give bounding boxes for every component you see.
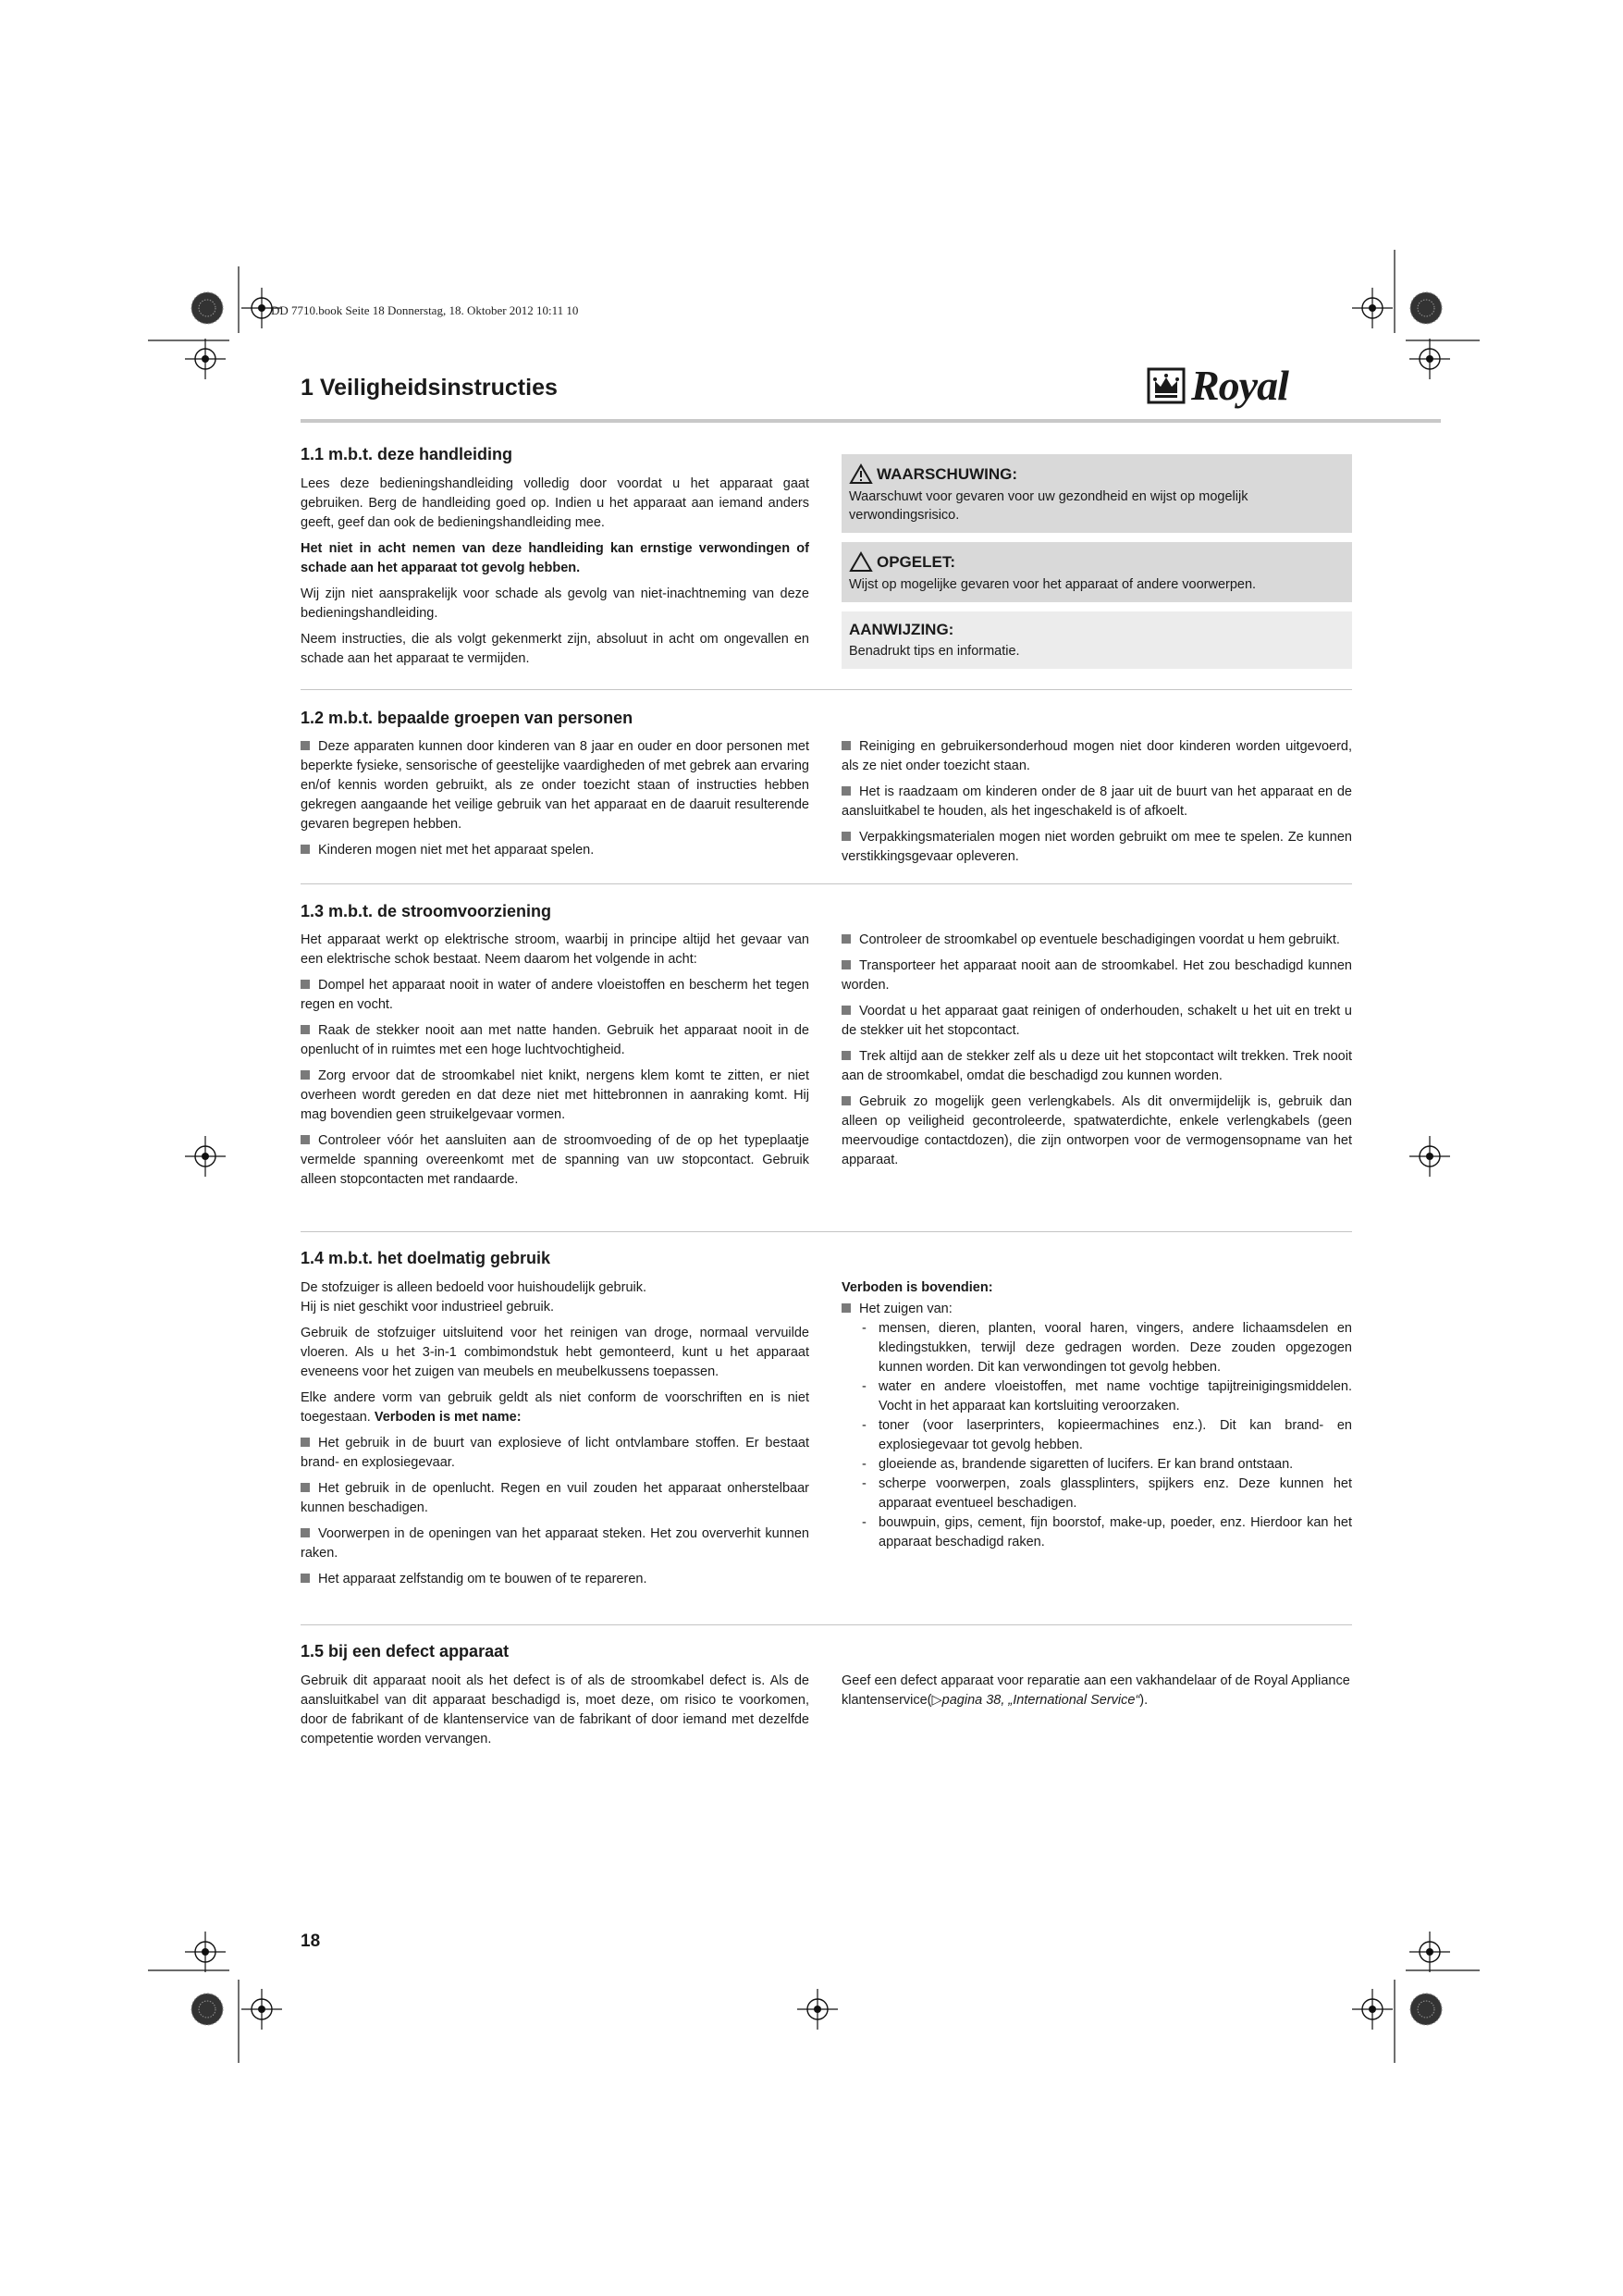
square-bullet-icon — [842, 832, 851, 841]
list-item: Transporteer het apparaat nooit aan de stroomkabel. Het zou beschadigd kunnen worden. — [842, 958, 1352, 993]
section-1-3-left — [301, 931, 809, 1196]
subheading: Verboden is bovendien: — [842, 1280, 993, 1295]
caution-triangle-icon — [849, 551, 873, 573]
square-bullet-icon — [842, 1303, 851, 1313]
note-text: Benadrukt tips en informatie. — [849, 644, 1020, 659]
header-rule — [301, 419, 1441, 423]
list-item: - gloeiende as, brandende sigaretten of lucifers. Er kan brand ontstaan. — [862, 1457, 1294, 1472]
list-item: Raak de stekker nooit aan met natte handen. Gebruik het apparaat nooit in de openlucht of in ruimtes met een hoge luchtvochtigheid. — [301, 1023, 809, 1057]
divider — [301, 1624, 1352, 1625]
caution-text: Wijst op mogelijke gevaren voor het apparaat of andere voorwerpen. — [849, 577, 1257, 592]
warning-triangle-icon — [849, 463, 873, 485]
section-1-2-right — [842, 737, 1352, 873]
list-item: Reiniging en gebruikersonderhoud mogen niet door kinderen worden uitgevoerd, als ze niet onder toezicht staan. — [842, 739, 1352, 773]
square-bullet-icon — [301, 1528, 310, 1537]
square-bullet-icon — [301, 1483, 310, 1492]
paragraph: Hij is niet geschikt voor industrieel gebruik. — [301, 1300, 555, 1315]
section-1-5-title: 1.5 bij een defect apparaat — [301, 1642, 510, 1660]
paragraph: Het apparaat werkt op elektrische stroom, waarbij in principe altijd het gevaar van een elektrische schok bestaat. Neem daarom het volgende in acht: — [301, 932, 809, 967]
section-1-5-right — [842, 1672, 1352, 1717]
warning-label: WAARSCHUWING: — [877, 464, 1018, 483]
square-bullet-icon — [301, 1070, 310, 1080]
paragraph: Lees deze bedieningshandleiding volledig door voordat u het apparaat gaat gebruiken. Berg de handleiding goed op. Indien u het apparaat aan iemand anders geeft, geef dan ook de bedieningshandleiding mee. — [301, 476, 809, 530]
warning-title — [849, 463, 1345, 485]
section-1-2-left — [301, 737, 809, 867]
paragraph: Gebruik de stofzuiger uitsluitend voor het reinigen van droge, normaal vervuilde vloeren. Als u het 3-in-1 combimondstuk hebt gemonteerd, kunt u het apparaat eveneens voor het zuigen van meubels en meubelkussens toepassen. — [301, 1326, 809, 1379]
square-bullet-icon — [301, 1574, 310, 1583]
list-item: Controleer vóór het aansluiten aan de stroomvoeding of de op het typeplaatje vermelde spanning overeenkomt met de spanning van uw stopcontact. Gebruik alleen stopcontacten met randaarde. — [301, 1133, 809, 1187]
list-item: - toner (voor laserprinters, kopieermachines enz.). Dit kan brand- en explosiegevaar tot gevolg hebben. — [862, 1418, 1352, 1452]
list-item: Deze apparaten kunnen door kinderen van 8 jaar en ouder en door personen met beperkte fysieke, sensorische of geestelijke vaardigheden of met gebrek aan ervaring en/of kennis worden gebruikt, als ze onder toezicht staan of instructies hebben gekregen aangaande het veilige gebruik van het apparaat en de daaruit resulterende gevaren begrepen hebben. — [301, 739, 809, 832]
notices — [842, 454, 1352, 669]
divider — [301, 1231, 1352, 1232]
paragraph: Geef een defect apparaat voor reparatie aan een vakhandelaar of de Royal Appliance klantenservice(▷pagina 38, „International Service“). — [842, 1673, 1350, 1708]
list-item: - scherpe voorwerpen, zoals glassplinters, spijkers enz. Deze kunnen het apparaat eventueel beschadigen. — [862, 1476, 1352, 1511]
divider — [301, 689, 1352, 690]
warning-box — [842, 454, 1352, 533]
page-ref-arrow-icon: ▷ — [931, 1693, 942, 1708]
square-bullet-icon — [842, 741, 851, 750]
paragraph: Gebruik dit apparaat nooit als het defect is of als de stroomkabel defect is. Als de aansluitkabel van dit apparaat beschadigd is, moet deze, om risico te voorkomen, door de fabrikant of de klantenservice van de fabrikant of door iemand met dezelfde competentie worden vervangen. — [301, 1673, 809, 1747]
list-item: Dompel het apparaat nooit in water of andere vloeistoffen en bescherm het tegen regen en vocht. — [301, 978, 809, 1012]
list-item: - mensen, dieren, planten, vooral haren, vingers, andere lichaamsdelen en kledingstukken, terwijl deze gedragen worden. Deze zouden opgezogen kunnen worden. Dit kan verwondingen tot gevolg hebben. — [862, 1321, 1352, 1375]
note-box — [842, 611, 1352, 669]
brand-wordmark: Royal — [1191, 362, 1288, 409]
square-bullet-icon — [301, 845, 310, 854]
square-bullet-icon — [301, 1135, 310, 1144]
note-title: AANWIJZING: — [849, 621, 954, 638]
section-1-4-left — [301, 1278, 809, 1596]
paragraph: Neem instructies, die als volgt gekenmerkt zijn, absoluut in acht om ongevallen en schade aan het apparaat te vermijden. — [301, 632, 809, 666]
dash-list — [862, 1319, 1352, 1552]
list-item: Trek altijd aan de stekker zelf als u deze uit het stopcontact wilt trekken. Trek nooit aan de stroomkabel, omdat die beschadigd zou kunnen worden. — [842, 1049, 1352, 1083]
section-1-4-title: 1.4 m.b.t. het doelmatig gebruik — [301, 1249, 551, 1267]
royal-logo — [1147, 361, 1288, 410]
book-header: DD 7710.book Seite 18 Donnerstag, 18. Oktober 2012 10:11 10 — [271, 303, 579, 317]
page-title: 1 Veiligheidsinstructies — [301, 375, 558, 401]
list-item: - bouwpuin, gips, cement, fijn boorstof, make-up, poeder, enz. Hierdoor kan het apparaat beschadigd raken. — [862, 1515, 1352, 1549]
caution-title — [849, 551, 1345, 573]
list-item: Controleer de stroomkabel op eventuele beschadigingen voordat u hem gebruikt. — [842, 931, 1352, 950]
paragraph-bold: Het niet in acht nemen van deze handleiding kan ernstige verwondingen of schade aan het apparaat tot gevolg hebben. — [301, 541, 809, 575]
list-item: Het zuigen van: — [842, 1300, 1352, 1319]
square-bullet-icon — [842, 1096, 851, 1105]
square-bullet-icon — [842, 960, 851, 969]
square-bullet-icon — [301, 980, 310, 989]
list-item: Het apparaat zelfstandig om te bouwen of te repareren. — [301, 1570, 809, 1589]
section-1-1-title: 1.1 m.b.t. deze handleiding — [301, 445, 513, 463]
square-bullet-icon — [842, 1006, 851, 1015]
section-1-3-title: 1.3 m.b.t. de stroomvoorziening — [301, 902, 552, 920]
crown-icon — [1147, 367, 1186, 404]
paragraph: De stofzuiger is alleen bedoeld voor huishoudelijk gebruik. — [301, 1280, 647, 1295]
list-item: Voorwerpen in de openingen van het apparaat steken. Het zou oververhit kunnen raken. — [301, 1526, 809, 1561]
list-item: Verpakkingsmaterialen mogen niet worden gebruikt om mee te spelen. Ze kunnen verstikkingsgevaar opleveren. — [842, 830, 1352, 864]
page-reference-link[interactable]: pagina 38, „International Service“ — [941, 1693, 1140, 1708]
list-item: Het gebruik in de openlucht. Regen en vuil zouden het apparaat onherstelbaar kunnen beschadigen. — [301, 1481, 809, 1515]
paragraph: Wij zijn niet aansprakelijk voor schade als gevolg van niet-inachtneming van deze bedieningshandleiding. — [301, 586, 809, 621]
list-item: Kinderen mogen niet met het apparaat spelen. — [301, 841, 809, 860]
divider — [301, 883, 1352, 884]
section-1-5-left — [301, 1672, 809, 1756]
section-1-3-right — [842, 931, 1352, 1177]
list-item: Gebruik zo mogelijk geen verlengkabels. Als dit onvermijdelijk is, gebruik dan alleen op veiligheid gecontroleerde, spatwaterdichte, enkele verlengkabels (geen meervoudige contactdozen), die zijn ontworpen voor de vermogensopname van het apparaat. — [842, 1094, 1352, 1167]
list-item: Voordat u het apparaat gaat reinigen of onderhouden, schakelt u het uit en trekt u de stekker uit het stopcontact. — [842, 1004, 1352, 1038]
square-bullet-icon — [301, 1025, 310, 1034]
page-number: 18 — [301, 1932, 321, 1951]
square-bullet-icon — [842, 786, 851, 796]
list-item: - water en andere vloeistoffen, met name vochtige tapijtreinigingsmiddelen. Vocht in het apparaat kan kortsluiting veroorzaken. — [862, 1379, 1352, 1413]
square-bullet-icon — [301, 741, 310, 750]
list-item: Zorg ervoor dat de stroomkabel niet knikt, nergens klem komt te zitten, er niet overheen wordt gereden en dat deze niet met hittebronnen in aanraking komt. Hij mag bovendien geen struikelgevaar vormen. — [301, 1068, 809, 1122]
square-bullet-icon — [301, 1438, 310, 1447]
section-1-2-title: 1.2 m.b.t. bepaalde groepen van personen — [301, 709, 633, 727]
list-item: Het gebruik in de buurt van explosieve of licht ontvlambare stoffen. Er bestaat brand- en explosiegevaar. — [301, 1436, 809, 1470]
warning-text: Waarschuwt voor gevaren voor uw gezondheid en wijst op mogelijk verwondingsrisico. — [849, 489, 1248, 523]
paragraph: Elke andere vorm van gebruik geldt als niet conform de voorschriften en is niet toegestaan. Verboden is met name: — [301, 1390, 809, 1425]
square-bullet-icon — [842, 934, 851, 944]
caution-box — [842, 542, 1352, 602]
square-bullet-icon — [842, 1051, 851, 1060]
section-1-4-right — [842, 1278, 1352, 1552]
section-1-1-left — [301, 475, 809, 675]
list-item: Het is raadzaam om kinderen onder de 8 jaar uit de buurt van het apparaat en de aansluitkabel te houden, als het ingeschakeld is of afkoelt. — [842, 784, 1352, 819]
caution-label: OPGELET: — [877, 552, 956, 571]
